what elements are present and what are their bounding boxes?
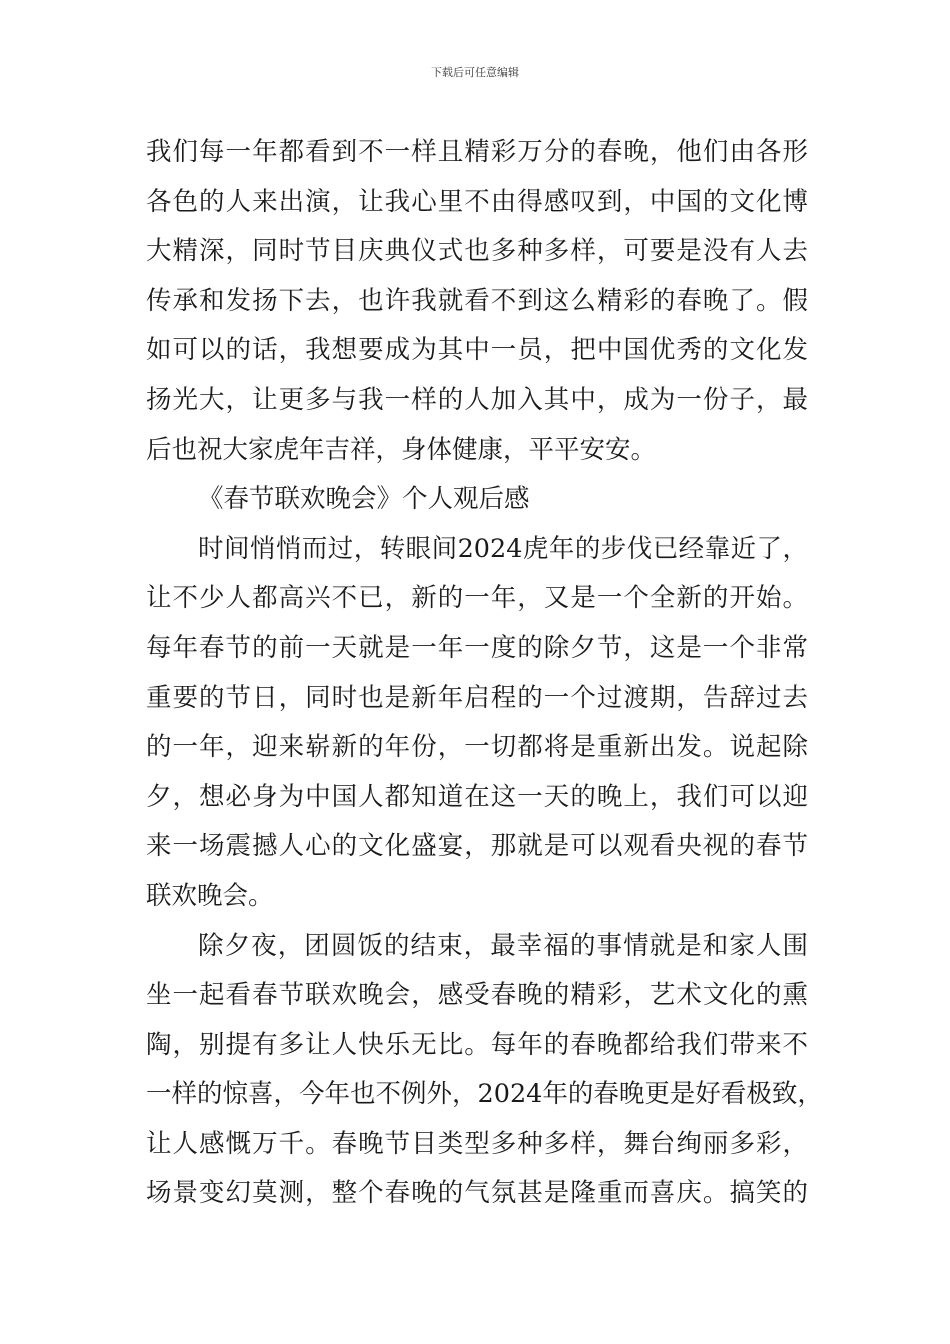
text-line: 重要的节日，同时也是新年启程的一个过渡期，告辞过去 bbox=[146, 682, 808, 713]
text-line: 扬光大，让更多与我一样的人加入其中，成为一份子，最 bbox=[146, 384, 808, 415]
text-line: 让不少人都高兴不已，新的一年，又是一个全新的开始。 bbox=[146, 583, 808, 614]
text-line: 传承和发扬下去，也许我就看不到这么精彩的春晚了。假 bbox=[146, 285, 808, 316]
text-line: 联欢晚会。 bbox=[146, 880, 274, 911]
text-line: 如可以的话，我想要成为其中一员，把中国优秀的文化发 bbox=[146, 335, 808, 366]
text-line: 坐一起看春节联欢晚会，感受春晚的精彩，艺术文化的熏 bbox=[146, 980, 808, 1011]
text-line: 场景变幻莫测，整个春晚的气氛甚是隆重而喜庆。搞笑的 bbox=[146, 1178, 808, 1209]
section-title: 《春节联欢晚会》个人观后感 bbox=[198, 484, 530, 515]
text-line: 让人感慨万千。春晚节目类型多种多样，舞台绚丽多彩， bbox=[146, 1128, 808, 1159]
text-line: 每年春节的前一天就是一年一度的除夕节，这是一个非常 bbox=[146, 632, 808, 663]
page-header: 下载后可任意编辑 bbox=[431, 66, 519, 79]
text-line: 夕，想必身为中国人都知道在这一天的晚上，我们可以迎 bbox=[146, 781, 808, 812]
text-line: 除夕夜，团圆饭的结束，最幸福的事情就是和家人围 bbox=[198, 930, 808, 961]
text-line: 时间悄悄而过，转眼间2024虎年的步伐已经靠近了， bbox=[198, 533, 808, 564]
text-line: 我们每一年都看到不一样且精彩万分的春晚，他们由各形 bbox=[146, 137, 808, 167]
text-line: 各色的人来出演，让我心里不由得感叹到，中国的文化博 bbox=[146, 186, 808, 217]
text-line: 后也祝大家虎年吉祥，身体健康，平平安安。 bbox=[146, 434, 657, 465]
text-line: 来一场震撼人心的文化盛宴，那就是可以观看央视的春节 bbox=[146, 831, 808, 862]
text-line: 的一年，迎来崭新的年份，一切都将是重新出发。说起除 bbox=[146, 732, 808, 763]
text-line: 陶，别提有多让人快乐无比。每年的春晚都给我们带来不 bbox=[146, 1029, 808, 1060]
document-body bbox=[146, 128, 823, 1219]
text-line: 一样的惊喜，今年也不例外，2024年的春晚更是好看极致， bbox=[146, 1079, 823, 1110]
text-line: 大精深，同时节目庆典仪式也多种多样，可要是没有人去 bbox=[146, 236, 808, 267]
